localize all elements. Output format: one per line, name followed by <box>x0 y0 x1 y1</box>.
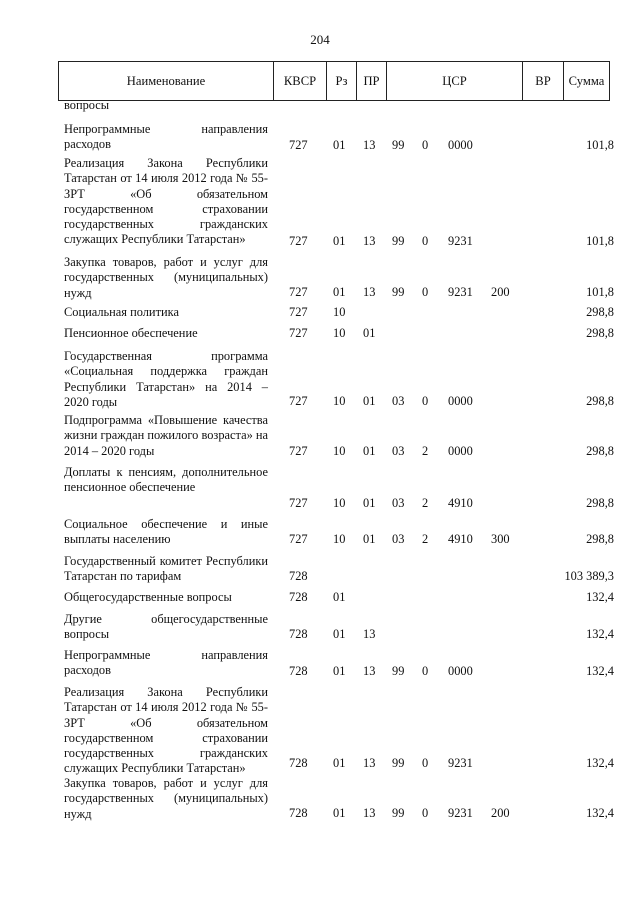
sum-cell: 101,8 <box>586 138 614 152</box>
kvsr-cell: 728 <box>289 756 308 770</box>
row-name: Социальное обеспечение и иные выплаты населению <box>64 517 268 547</box>
csr-program-cell: 03 <box>392 444 405 458</box>
sum-cell: 298,8 <box>586 444 614 458</box>
rz-cell: 01 <box>333 664 346 678</box>
sum-cell: 101,8 <box>586 234 614 248</box>
header-vr: ВР <box>523 62 564 100</box>
header-pr: ПР <box>357 62 387 100</box>
csr-program-cell: 99 <box>392 664 405 678</box>
vr-cell: 200 <box>491 806 510 820</box>
pr-cell: 13 <box>363 664 376 678</box>
rz-cell: 01 <box>333 138 346 152</box>
rz-cell: 01 <box>333 756 346 770</box>
rz-cell: 01 <box>333 285 346 299</box>
csr-subprogram-cell: 2 <box>422 496 429 510</box>
row-name: Пенсионное обеспечение <box>64 326 198 340</box>
pr-cell: 13 <box>363 627 376 641</box>
pr-cell: 01 <box>363 532 376 546</box>
csr-direction-cell: 9231 <box>448 806 473 820</box>
kvsr-cell: 727 <box>289 305 308 319</box>
pr-cell: 01 <box>363 394 376 408</box>
rz-cell: 10 <box>333 305 346 319</box>
vr-cell: 200 <box>491 285 510 299</box>
pr-cell: 01 <box>363 444 376 458</box>
rz-cell: 10 <box>333 532 346 546</box>
sum-cell: 132,4 <box>586 627 614 641</box>
kvsr-cell: 727 <box>289 496 308 510</box>
kvsr-cell: 727 <box>289 394 308 408</box>
sum-cell: 298,8 <box>586 326 614 340</box>
csr-subprogram-cell: 0 <box>422 394 429 408</box>
row-name: Непрограммные направления расходов <box>64 648 268 678</box>
csr-program-cell: 99 <box>392 806 405 820</box>
csr-direction-cell: 0000 <box>448 138 473 152</box>
csr-subprogram-cell: 0 <box>422 664 429 678</box>
csr-direction-cell: 0000 <box>448 664 473 678</box>
csr-program-cell: 03 <box>392 394 405 408</box>
row-name: Подпрограмма «Повышение качества жизни граждан пожилого возраста» на 2014 – 2020 годы <box>64 413 269 458</box>
row-name: Государственная программа «Социальная поддержка граждан Республики Татарстан» на 2014 – 2020 годы <box>64 349 268 409</box>
pr-cell: 01 <box>363 326 376 340</box>
table-row <box>0 569 640 584</box>
kvsr-cell: 728 <box>289 590 308 604</box>
table-row <box>0 285 640 300</box>
sum-cell: 132,4 <box>586 806 614 820</box>
kvsr-cell: 728 <box>289 664 308 678</box>
pr-cell: 13 <box>363 138 376 152</box>
sum-cell: 132,4 <box>586 756 614 770</box>
csr-direction-cell: 4910 <box>448 496 473 510</box>
row-name: Государственный комитет Республики Татарстан по тарифам <box>64 554 268 584</box>
table-row <box>0 664 640 679</box>
row-name: Закупка товаров, работ и услуг для государственных (муниципальных) нужд <box>64 255 268 300</box>
csr-subprogram-cell: 0 <box>422 756 429 770</box>
table-row <box>0 806 640 821</box>
csr-program-cell: 03 <box>392 496 405 510</box>
row-name: Доплаты к пенсиям, дополнительное пенсионное обеспечение <box>64 465 268 495</box>
csr-subprogram-cell: 2 <box>422 532 429 546</box>
csr-direction-cell: 0000 <box>448 394 473 408</box>
sum-cell: 132,4 <box>586 664 614 678</box>
csr-direction-cell: 4910 <box>448 532 473 546</box>
table-row <box>0 444 640 459</box>
row-name: Непрограммные направления расходов <box>64 122 268 152</box>
pr-cell: 13 <box>363 285 376 299</box>
csr-program-cell: 99 <box>392 756 405 770</box>
row-name: Закупка товаров, работ и услуг для государственных (муниципальных) нужд <box>64 776 268 821</box>
sum-cell: 103 389,3 <box>564 569 614 583</box>
table-row <box>0 756 640 771</box>
row-name: Другие общегосударственные вопросы <box>64 612 268 642</box>
table-row <box>0 496 640 511</box>
table-row <box>0 98 640 113</box>
csr-direction-cell: 9231 <box>448 234 473 248</box>
table-row <box>0 627 640 642</box>
rz-cell: 10 <box>333 444 346 458</box>
row-name: вопросы <box>64 98 110 112</box>
row-name: Социальная политика <box>64 305 179 319</box>
table-row <box>0 532 640 547</box>
csr-direction-cell: 0000 <box>448 444 473 458</box>
csr-direction-cell: 9231 <box>448 285 473 299</box>
csr-subprogram-cell: 0 <box>422 138 429 152</box>
kvsr-cell: 728 <box>289 806 308 820</box>
kvsr-cell: 727 <box>289 285 308 299</box>
csr-program-cell: 99 <box>392 285 405 299</box>
csr-direction-cell: 9231 <box>448 756 473 770</box>
pr-cell: 13 <box>363 756 376 770</box>
csr-subprogram-cell: 0 <box>422 285 429 299</box>
rz-cell: 10 <box>333 394 346 408</box>
rz-cell: 01 <box>333 627 346 641</box>
kvsr-cell: 728 <box>289 569 308 583</box>
page-number: 204 <box>310 32 330 47</box>
csr-program-cell: 99 <box>392 138 405 152</box>
row-name: Реализация Закона Республики Татарстан от 14 июля 2012 года № 55-ЗРТ «Об обязательном государственном страховании государственных гражданских служащих Республики Татарстан» <box>64 156 268 247</box>
rz-cell: 10 <box>333 326 346 340</box>
header-kvsr: КВСР <box>274 62 327 100</box>
table-row <box>0 234 640 249</box>
header-sum: Сумма <box>568 74 605 88</box>
kvsr-cell: 727 <box>289 326 308 340</box>
csr-program-cell: 99 <box>392 234 405 248</box>
sum-cell: 298,8 <box>586 532 614 546</box>
rz-cell: 10 <box>333 496 346 510</box>
kvsr-cell: 727 <box>289 234 308 248</box>
csr-program-cell: 03 <box>392 532 405 546</box>
csr-subprogram-cell: 0 <box>422 234 429 248</box>
row-name: Общегосударственные вопросы <box>64 590 232 604</box>
sum-cell: 132,4 <box>586 590 614 604</box>
header-name: Наименование <box>59 62 274 100</box>
csr-subprogram-cell: 2 <box>422 444 429 458</box>
table-row <box>0 305 640 320</box>
sum-cell: 298,8 <box>586 305 614 319</box>
header-csr: ЦСР <box>387 62 523 100</box>
sum-cell: 101,8 <box>586 285 614 299</box>
table-row <box>0 326 640 341</box>
vr-cell: 300 <box>491 532 510 546</box>
table-row <box>0 138 640 153</box>
sum-cell: 298,8 <box>586 394 614 408</box>
kvsr-cell: 727 <box>289 444 308 458</box>
pr-cell: 13 <box>363 234 376 248</box>
pr-cell: 01 <box>363 496 376 510</box>
csr-subprogram-cell: 0 <box>422 806 429 820</box>
sum-cell: 298,8 <box>586 496 614 510</box>
kvsr-cell: 727 <box>289 532 308 546</box>
kvsr-cell: 728 <box>289 627 308 641</box>
pr-cell: 13 <box>363 806 376 820</box>
rz-cell: 01 <box>333 234 346 248</box>
table-row <box>0 590 640 605</box>
table-header <box>58 61 610 101</box>
header-rz: Рз <box>327 62 357 100</box>
table-row <box>0 394 640 409</box>
rz-cell: 01 <box>333 590 346 604</box>
kvsr-cell: 727 <box>289 138 308 152</box>
row-name: Реализация Закона Республики Татарстан от 14 июля 2012 года № 55-ЗРТ «Об обязательном государственном страховании государственных гражданских служащих Республики Татарстан» <box>64 685 268 776</box>
rz-cell: 01 <box>333 806 346 820</box>
